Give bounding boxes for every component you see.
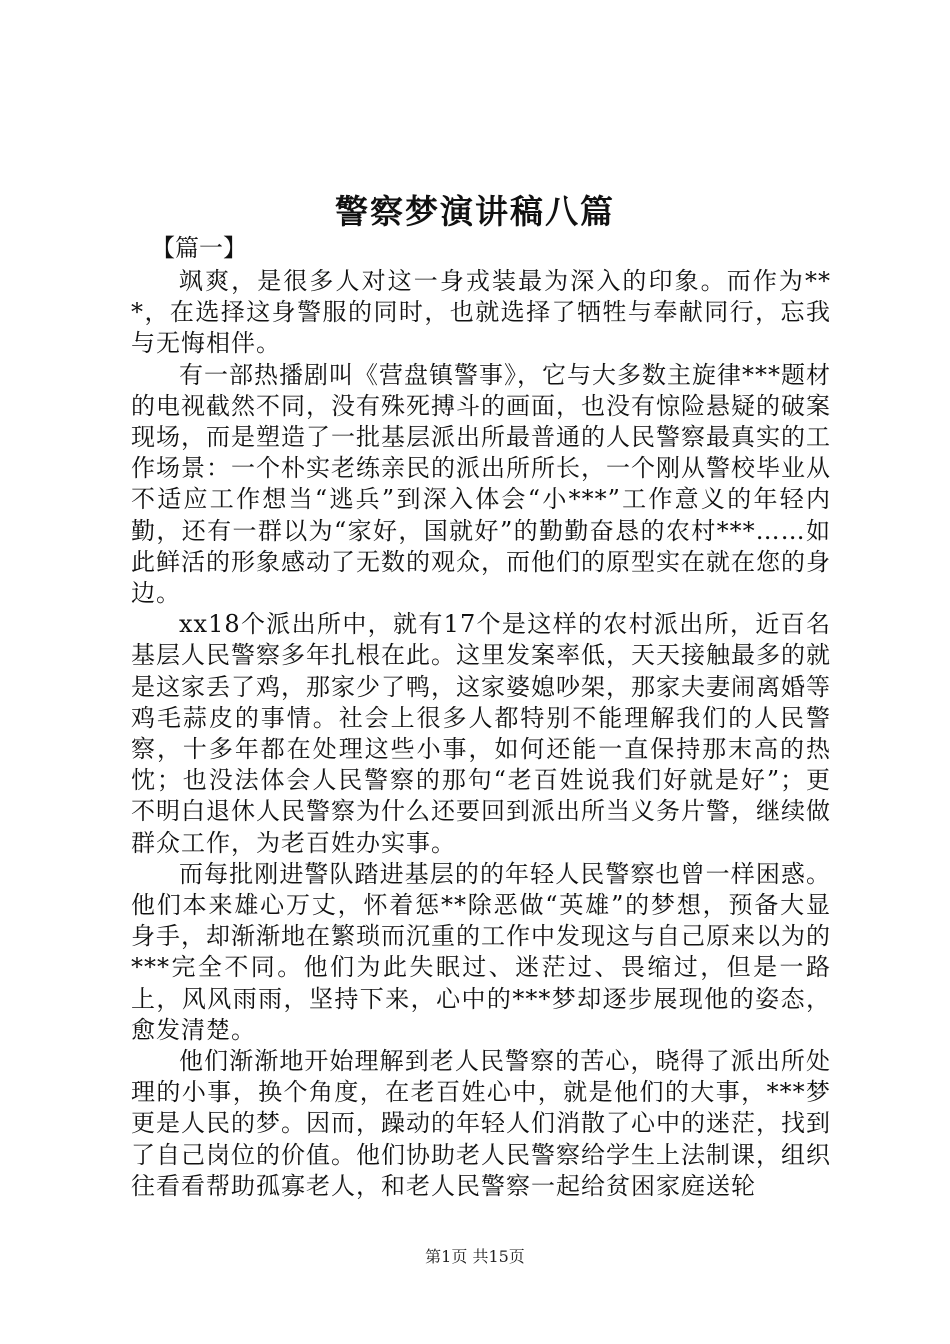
paragraph-4: 而每批刚进警队踏进基层的的年轻人民警察也曾一样困惑。他们本来雄心万丈，怀着惩**除恶做“英雄”的梦想，预备大显身手，却渐渐地在繁琐而沉重的工作中发现这与自己原来以为的***完全不同。他们为此失眠过、迷茫过、畏缩过，但是一路上，风风雨雨，坚持下来，心中的***梦却逐步展现他的姿态，愈发清楚。	[131, 859, 831, 1044]
document-title: 警察梦演讲稿八篇	[335, 192, 615, 231]
paragraph-5: 他们渐渐地开始理解到老人民警察的苦心，晓得了派出所处理的小事，换个角度，在老百姓心中，就是他们的大事，***梦更是人民的梦。因而，躁动的年轻人们消散了心中的迷茫，找到了自己岗位的价值。他们协助老人民警察给学生上法制课，组织往看看帮助孤寡老人，和老人民警察一起给贫困家庭送轮	[131, 1047, 831, 1200]
paragraph-2: 有一部热播剧叫《营盘镇警事》，它与大多数主旋律***题材的电视截然不同，没有殊死搏斗的画面，也没有惊险悬疑的破案现场，而是塑造了一批基层派出所最普通的人民警察最真实的工作场景：一个朴实老练亲民的派出所所长，一个刚从警校毕业从不适应工作想当“逃兵”到深入体会“小***”工作意义的年轻内勤，还有一群以为“家好，国就好”的勤勤奋恳的农村***……如此鲜活的形象感动了无数的观众，而他们的原型实在就在您的身边。	[131, 360, 831, 608]
page-footer: 第1页 共15页	[425, 1247, 525, 1266]
paragraph-3: xx18个派出所中，就有17个是这样的农村派出所，近百名基层人民警察多年扎根在此。这里发案率低，天天接触最多的就是这家丢了鸡，那家少了鸭，这家婆媳吵架，那家夫妻闹离婚等鸡毛蒜皮的事情。社会上很多人都特别不能理解我们的人民警察，十多年都在处理这些小事，如何还能一直保持那末高的热忱；也没法体会人民警察的那句“老百姓说我们好就是好”；更不明白退休人民警察为什么还要回到派出所当义务片警，继续做群众工作，为老百姓办实事。	[131, 610, 831, 857]
section-label: 【篇一】	[151, 234, 247, 262]
document-body	[131, 230, 831, 1202]
paragraph-1: 飒爽，是很多人对这一身戎装最为深入的印象。而作为***，在选择这身警服的同时，也就选择了牺牲与奉献同行，忘我与无悔相伴。	[131, 267, 831, 358]
